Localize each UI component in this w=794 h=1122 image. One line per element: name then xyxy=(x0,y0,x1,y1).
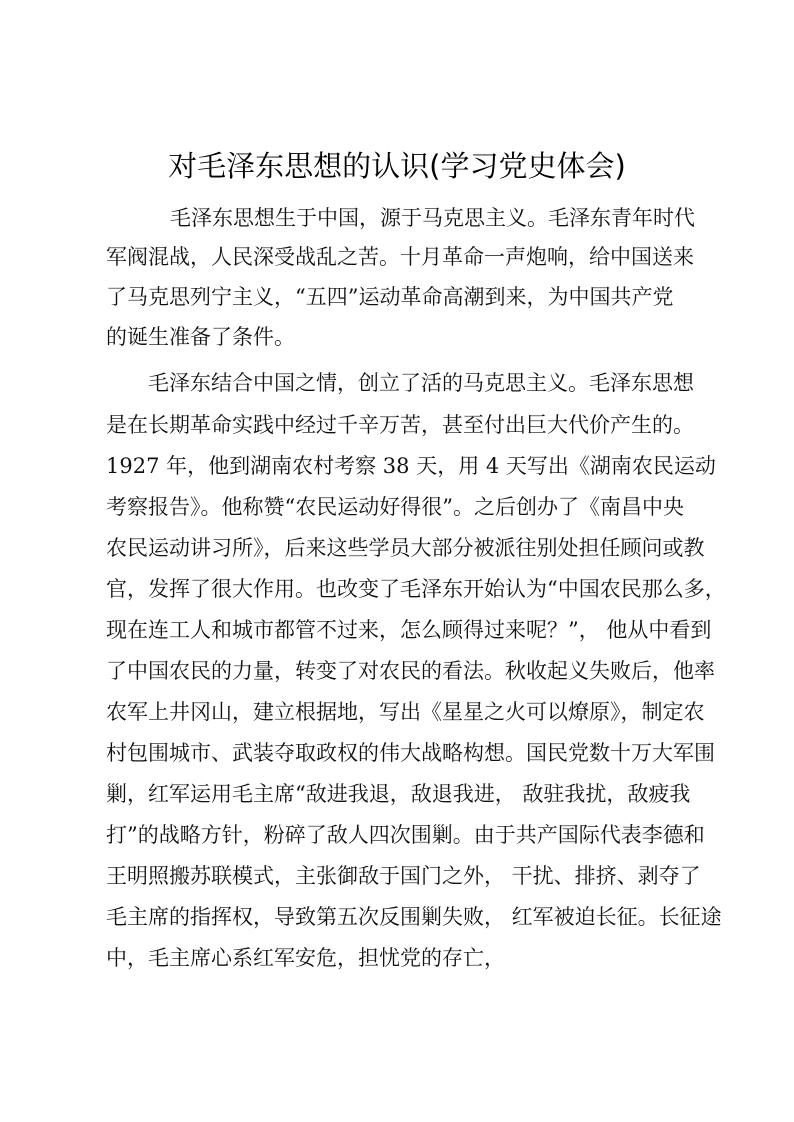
text-line: 农军上井冈山，建立根据地，写出《星星之火可以燎原》，制定农 xyxy=(106,700,705,724)
text-line: 中，毛主席心系红军安危，担忧党的存亡， xyxy=(106,946,505,970)
text-line: 剿，红军运用毛主席“敌进我退，敌退我进， 敌驻我扰，敌疲我 xyxy=(106,782,691,806)
text-line: 了马克思列宁主义，“五四”运动革命高潮到来，为中国共产党 xyxy=(106,285,674,309)
text-line: 现在连工人和城市都管不过来，怎么顾得过来呢？”， 他从中看到 xyxy=(106,618,712,642)
text-line: 军阀混战，人民深受战乱之苦。十月革命一声炮响，给中国送来 xyxy=(106,245,694,269)
text-line: 村包围城市、武装夺取政权的伟大战略构想。国民党数十万大军围 xyxy=(106,741,715,765)
text-line: 毛主席的指挥权，导致第五次反围剿失败， 红军被迫长征。长征途 xyxy=(106,905,722,929)
text-line: 农民运动讲习所》，后来这些学员大部分被派往别处担任顾问或教 xyxy=(106,536,705,560)
page-title: 对毛泽东思想的认识(学习党史体会) xyxy=(168,149,626,183)
text-line: 毛泽东结合中国之情，创立了活的马克思主义。毛泽东思想 xyxy=(148,371,694,395)
text-line: 毛泽东思想生于中国，源于马克思主义。毛泽东青年时代 xyxy=(170,206,695,230)
text-line: 王明照搬苏联模式，主张御敌于国门之外， 干扰、排挤、剥夺了 xyxy=(106,864,701,888)
text-line: 官，发挥了很大作用。也改变了毛泽东开始认为“中国农民那么多， xyxy=(106,577,726,601)
text-line: 打”的战略方针，粉碎了敌人四次围剿。由于共产国际代表李德和 xyxy=(106,823,705,847)
text-line: 的诞生准备了条件。 xyxy=(106,325,295,349)
text-line: 考察报告》。他称赞“农民运动好得很”。之后创办了《南昌中央 xyxy=(106,495,684,519)
text-line: 了中国农民的力量，转变了对农民的看法。秋收起义失败后，他率 xyxy=(106,659,715,683)
text-line: 是在长期革命实践中经过千辛万苦，甚至付出巨大代价产生的。 xyxy=(106,413,694,437)
text-line: 1927 年，他到湖南农村考察 38 天，用 4 天写出《湖南农民运动 xyxy=(106,454,716,478)
